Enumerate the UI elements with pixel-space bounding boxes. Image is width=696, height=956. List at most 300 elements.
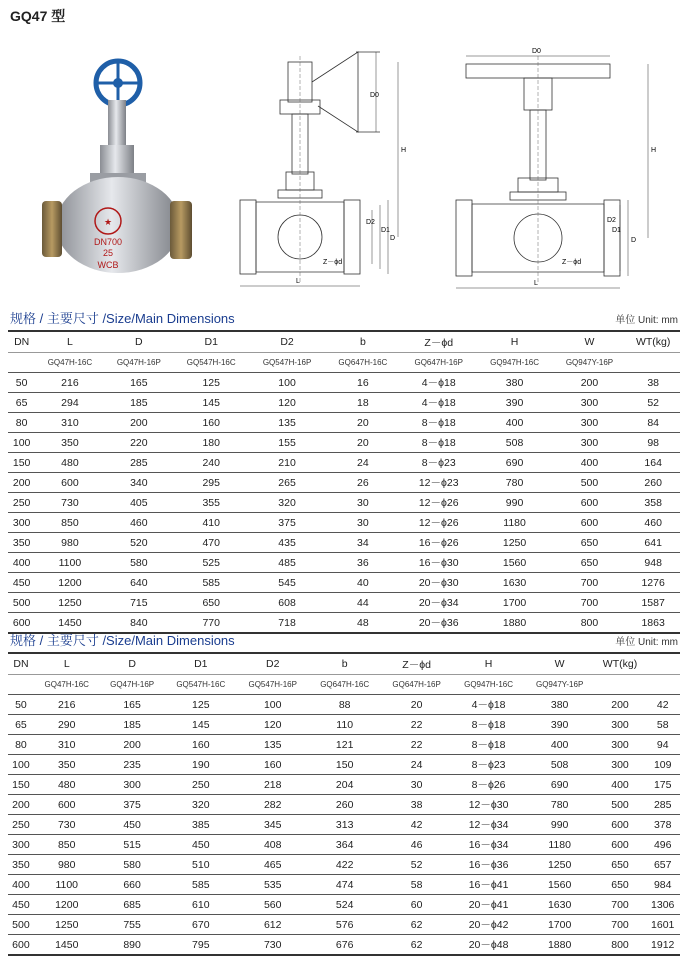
table-row — [8, 373, 680, 393]
table-cell: 8－ϕ23 — [401, 453, 476, 473]
table-cell: 200 — [8, 473, 35, 493]
column-header: b — [309, 653, 381, 675]
table-cell: 650 — [553, 533, 627, 553]
table-cell: 1200 — [35, 573, 104, 593]
table-cell: 1630 — [525, 895, 595, 915]
table-cell: 600 — [35, 473, 104, 493]
table-cell: 185 — [105, 393, 174, 413]
table-cell: 36 — [325, 553, 401, 573]
table-cell: 990 — [525, 815, 595, 835]
table-cell: 300 — [553, 433, 627, 453]
dim-label-l: L — [534, 280, 538, 287]
table-cell: 485 — [249, 553, 324, 573]
table-cell: 500 — [8, 915, 34, 935]
valve-photo — [36, 55, 196, 275]
table-cell: 98 — [626, 433, 680, 453]
table-cell: 160 — [173, 413, 249, 433]
table-cell: 984 — [645, 875, 680, 895]
table-cell: 500 — [595, 795, 646, 815]
table-cell: 294 — [35, 393, 104, 413]
column-header: DN — [8, 653, 34, 675]
table-cell: 20－ϕ34 — [401, 593, 476, 613]
table-cell: 1180 — [525, 835, 595, 855]
table-cell: 62 — [381, 915, 453, 935]
column-header: L — [34, 653, 100, 675]
dim-label-h: H — [651, 147, 657, 154]
table-cell: 12－ϕ30 — [452, 795, 524, 815]
table-cell: 216 — [35, 373, 104, 393]
table-cell: 385 — [165, 815, 237, 835]
table-cell: 1100 — [34, 875, 100, 895]
table-cell: 718 — [249, 613, 324, 634]
table-cell: 320 — [249, 493, 324, 513]
table-cell: 980 — [35, 533, 104, 553]
dimensions-table-2 — [8, 652, 680, 956]
table-cell: 60 — [381, 895, 453, 915]
table-cell: 204 — [309, 775, 381, 795]
table-cell: 608 — [249, 593, 324, 613]
photo-marking-size: DN700 — [93, 237, 123, 247]
table-cell: 145 — [173, 393, 249, 413]
table-cell: 58 — [645, 715, 680, 735]
table-cell: 180 — [173, 433, 249, 453]
table-cell: 4－ϕ18 — [401, 373, 476, 393]
table-cell: 496 — [645, 835, 680, 855]
table-cell: 510 — [165, 855, 237, 875]
table-cell: 18 — [325, 393, 401, 413]
table-cell: 290 — [34, 715, 100, 735]
table-row — [8, 855, 680, 875]
table-cell: 65 — [8, 393, 35, 413]
table-cell: 50 — [8, 373, 35, 393]
table-cell: 1450 — [34, 935, 100, 956]
table-cell: 250 — [8, 815, 34, 835]
table-cell: 150 — [8, 775, 34, 795]
table-cell: 1276 — [626, 573, 680, 593]
model-cell: GQ647H-16C — [309, 675, 381, 695]
table-cell: 508 — [525, 755, 595, 775]
table-cell: 400 — [525, 735, 595, 755]
table-cell: 400 — [8, 553, 35, 573]
dim-label-d: D — [390, 235, 396, 242]
model-cell: GQ547H-16P — [237, 675, 309, 695]
table-cell: 460 — [105, 513, 174, 533]
table-cell: 1250 — [34, 915, 100, 935]
table-cell: 300 — [8, 835, 34, 855]
table-row — [8, 453, 680, 473]
table-cell: 300 — [553, 413, 627, 433]
table-cell: 378 — [645, 815, 680, 835]
section1-header — [8, 308, 688, 328]
table-cell: 1700 — [525, 915, 595, 935]
table-cell: 800 — [553, 613, 627, 634]
column-header: Z－ϕd — [401, 331, 476, 353]
table-cell: 190 — [165, 755, 237, 775]
dim-label-d0: D0 — [370, 92, 379, 99]
table-cell: 40 — [325, 573, 401, 593]
table-cell: 46 — [381, 835, 453, 855]
table-cell: 120 — [237, 715, 309, 735]
table-cell: 30 — [325, 493, 401, 513]
table-cell: 640 — [105, 573, 174, 593]
model-cell — [645, 675, 680, 695]
photo-marking-pressure: 25 — [102, 248, 114, 258]
table-cell: 30 — [325, 513, 401, 533]
table-cell: 450 — [165, 835, 237, 855]
table-cell: 690 — [525, 775, 595, 795]
table-cell: 676 — [309, 935, 381, 956]
table-cell: 165 — [100, 695, 165, 715]
table-cell: 400 — [553, 453, 627, 473]
table-row — [8, 715, 680, 735]
table-cell: 600 — [8, 935, 34, 956]
table-cell: 1250 — [525, 855, 595, 875]
table-cell: 16－ϕ30 — [401, 553, 476, 573]
table-cell: 525 — [173, 553, 249, 573]
table-cell: 282 — [237, 795, 309, 815]
table-cell: 48 — [325, 613, 401, 634]
table-row — [8, 413, 680, 433]
table-cell: 150 — [8, 453, 35, 473]
table-cell: 474 — [309, 875, 381, 895]
table-cell: 20 — [381, 695, 453, 715]
table-cell: 355 — [173, 493, 249, 513]
model-cell — [626, 353, 680, 373]
table-cell: 16－ϕ34 — [452, 835, 524, 855]
table-cell: 300 — [595, 735, 646, 755]
table-cell: 1880 — [476, 613, 552, 634]
table-cell: 1587 — [626, 593, 680, 613]
table-cell: 300 — [595, 715, 646, 735]
table-cell: 375 — [249, 513, 324, 533]
table-cell: 22 — [381, 715, 453, 735]
table-cell: 145 — [165, 715, 237, 735]
table-cell: 780 — [525, 795, 595, 815]
table-cell: 470 — [173, 533, 249, 553]
table-cell: 990 — [476, 493, 552, 513]
valve-drawing-handwheel — [452, 42, 682, 292]
table-cell: 890 — [100, 935, 165, 956]
table-cell: 650 — [595, 875, 646, 895]
dim-label-d1: D1 — [612, 227, 621, 234]
table-cell: 580 — [100, 855, 165, 875]
table-cell: 88 — [309, 695, 381, 715]
table-cell: 100 — [249, 373, 324, 393]
column-header: W — [525, 653, 595, 675]
table-row — [8, 775, 680, 795]
table-cell: 610 — [165, 895, 237, 915]
table-cell: 16 — [325, 373, 401, 393]
table-cell: 52 — [626, 393, 680, 413]
table-row — [8, 815, 680, 835]
table-cell: 390 — [525, 715, 595, 735]
model-cell — [595, 675, 646, 695]
table-cell: 460 — [626, 513, 680, 533]
table-cell: 1306 — [645, 895, 680, 915]
table-cell: 600 — [553, 493, 627, 513]
table-cell: 38 — [381, 795, 453, 815]
table-cell: 580 — [105, 553, 174, 573]
dim-label-d0: D0 — [532, 48, 541, 55]
table-cell: 585 — [165, 875, 237, 895]
table-cell: 160 — [237, 755, 309, 775]
table-cell: 4－ϕ18 — [401, 393, 476, 413]
table-row — [8, 533, 680, 553]
table-header-row — [8, 331, 680, 353]
table-cell: 358 — [626, 493, 680, 513]
table-cell: 313 — [309, 815, 381, 835]
table-cell: 795 — [165, 935, 237, 956]
table-cell: 235 — [100, 755, 165, 775]
table-cell: 16－ϕ26 — [401, 533, 476, 553]
table-cell: 175 — [645, 775, 680, 795]
table-cell: 295 — [173, 473, 249, 493]
table-cell: 715 — [105, 593, 174, 613]
table-cell: 300 — [8, 513, 35, 533]
table-cell: 780 — [476, 473, 552, 493]
table-cell: 600 — [595, 835, 646, 855]
table-cell: 730 — [35, 493, 104, 513]
table-cell: 650 — [595, 855, 646, 875]
table-cell: 850 — [34, 835, 100, 855]
table-row — [8, 835, 680, 855]
model-cell: GQ647H-16C — [325, 353, 401, 373]
table-cell: 535 — [237, 875, 309, 895]
table-cell: 685 — [100, 895, 165, 915]
table-cell: 670 — [165, 915, 237, 935]
table-cell: 450 — [8, 895, 34, 915]
table-cell: 410 — [173, 513, 249, 533]
table-cell: 1863 — [626, 613, 680, 634]
table-cell: 408 — [237, 835, 309, 855]
table-cell: 52 — [381, 855, 453, 875]
table-cell: 4－ϕ18 — [452, 695, 524, 715]
table-cell: 520 — [105, 533, 174, 553]
table-cell: 345 — [237, 815, 309, 835]
table-cell: 300 — [553, 393, 627, 413]
table-cell: 200 — [105, 413, 174, 433]
table-cell: 285 — [105, 453, 174, 473]
column-header: D2 — [249, 331, 324, 353]
dimensions-table-1 — [8, 330, 680, 634]
table-cell: 980 — [34, 855, 100, 875]
column-header: W — [553, 331, 627, 353]
table-cell: 1250 — [35, 593, 104, 613]
table-cell: 310 — [35, 413, 104, 433]
model-row — [8, 675, 680, 695]
table-header-row — [8, 653, 680, 675]
table-row — [8, 895, 680, 915]
table-cell: 20－ϕ36 — [401, 613, 476, 634]
table-cell: 560 — [237, 895, 309, 915]
table-row — [8, 795, 680, 815]
model-cell: GQ547H-16C — [165, 675, 237, 695]
table-cell: 600 — [8, 613, 35, 634]
dim-label-h: H — [401, 147, 407, 154]
table-cell: 260 — [309, 795, 381, 815]
table-cell: 850 — [35, 513, 104, 533]
table-cell: 210 — [249, 453, 324, 473]
table-cell: 65 — [8, 715, 34, 735]
table-row — [8, 935, 680, 956]
table-cell: 300 — [100, 775, 165, 795]
model-cell: GQ547H-16P — [249, 353, 324, 373]
table-cell: 100 — [8, 433, 35, 453]
column-header: b — [325, 331, 401, 353]
table-cell: 20 — [325, 413, 401, 433]
table-cell: 200 — [8, 795, 34, 815]
table-cell: 84 — [626, 413, 680, 433]
table-cell: 1912 — [645, 935, 680, 956]
table-cell: 405 — [105, 493, 174, 513]
model-cell: GQ47H-16C — [35, 353, 104, 373]
table-cell: 58 — [381, 875, 453, 895]
table-cell: 400 — [595, 775, 646, 795]
table-row — [8, 915, 680, 935]
table-row — [8, 593, 680, 613]
table-cell: 20－ϕ30 — [401, 573, 476, 593]
table-cell: 1880 — [525, 935, 595, 956]
table-cell: 1250 — [476, 533, 552, 553]
model-cell: GQ947H-16C — [452, 675, 524, 695]
table-cell: 8－ϕ18 — [401, 433, 476, 453]
table-cell: 250 — [165, 775, 237, 795]
table-cell: 480 — [34, 775, 100, 795]
table-cell: 700 — [595, 895, 646, 915]
table-cell: 50 — [8, 695, 34, 715]
table-cell: 730 — [237, 935, 309, 956]
table-cell: 164 — [626, 453, 680, 473]
table-cell: 20－ϕ42 — [452, 915, 524, 935]
table-cell: 8－ϕ26 — [452, 775, 524, 795]
section2-header — [8, 630, 688, 650]
table-cell: 165 — [105, 373, 174, 393]
table-cell: 364 — [309, 835, 381, 855]
model-cell: GQ47H-16C — [34, 675, 100, 695]
table-cell: 660 — [100, 875, 165, 895]
column-header: D1 — [173, 331, 249, 353]
table-cell: 450 — [100, 815, 165, 835]
table-cell: 38 — [626, 373, 680, 393]
table-cell: 422 — [309, 855, 381, 875]
table-cell: 700 — [553, 573, 627, 593]
table-cell: 400 — [8, 875, 34, 895]
table-cell: 508 — [476, 433, 552, 453]
table-cell: 450 — [8, 573, 35, 593]
column-header: H — [452, 653, 524, 675]
table-row — [8, 393, 680, 413]
column-header: D — [100, 653, 165, 675]
table-cell: 12－ϕ26 — [401, 513, 476, 533]
model-row — [8, 353, 680, 373]
table-cell: 125 — [173, 373, 249, 393]
dim-label-zd: Z－ϕd — [562, 259, 582, 266]
table-cell: 240 — [173, 453, 249, 473]
table-cell: 12－ϕ26 — [401, 493, 476, 513]
table-cell: 380 — [476, 373, 552, 393]
column-header: D2 — [237, 653, 309, 675]
table-cell: 16－ϕ36 — [452, 855, 524, 875]
table-cell: 185 — [100, 715, 165, 735]
table-cell: 34 — [325, 533, 401, 553]
table-cell: 1100 — [35, 553, 104, 573]
column-header: D1 — [165, 653, 237, 675]
table-row — [8, 513, 680, 533]
column-header — [645, 653, 680, 675]
table-cell: 600 — [553, 513, 627, 533]
table-cell: 1180 — [476, 513, 552, 533]
column-header: WT(kg) — [595, 653, 646, 675]
model-cell: GQ47H-16P — [105, 353, 174, 373]
model-cell: GQ947Y-16P — [525, 675, 595, 695]
table-cell: 340 — [105, 473, 174, 493]
section2-unit: 单位 Unit: mm — [615, 637, 678, 648]
table-cell: 350 — [8, 533, 35, 553]
table-cell: 350 — [8, 855, 34, 875]
table-cell: 576 — [309, 915, 381, 935]
table-cell: 1200 — [34, 895, 100, 915]
table-cell: 216 — [34, 695, 100, 715]
table-cell: 16－ϕ41 — [452, 875, 524, 895]
table-cell: 524 — [309, 895, 381, 915]
model-cell: GQ947Y-16P — [553, 353, 627, 373]
table-cell: 80 — [8, 735, 34, 755]
table-cell: 24 — [381, 755, 453, 775]
table-cell: 80 — [8, 413, 35, 433]
table-cell: 30 — [381, 775, 453, 795]
table-row — [8, 695, 680, 715]
table-cell: 160 — [165, 735, 237, 755]
table-cell: 585 — [173, 573, 249, 593]
table-cell: 400 — [476, 413, 552, 433]
table-cell: 700 — [595, 915, 646, 935]
column-header: Z－ϕd — [381, 653, 453, 675]
table-cell: 200 — [553, 373, 627, 393]
dim-label-d2: D2 — [366, 219, 375, 226]
table-cell: 1560 — [476, 553, 552, 573]
table-cell: 22 — [381, 735, 453, 755]
column-header: D — [105, 331, 174, 353]
table-cell: 285 — [645, 795, 680, 815]
table-cell: 24 — [325, 453, 401, 473]
table-cell: 700 — [553, 593, 627, 613]
table-cell: 12－ϕ34 — [452, 815, 524, 835]
table-cell: 1700 — [476, 593, 552, 613]
table-cell: 110 — [309, 715, 381, 735]
table-cell: 265 — [249, 473, 324, 493]
column-header: H — [476, 331, 552, 353]
dim-label-zd: Z－ϕd — [323, 259, 343, 266]
dim-label-d2: D2 — [607, 217, 616, 224]
table-cell: 42 — [381, 815, 453, 835]
table-cell: 500 — [553, 473, 627, 493]
table-cell: 690 — [476, 453, 552, 473]
table-cell: 730 — [34, 815, 100, 835]
table-cell: 8－ϕ23 — [452, 755, 524, 775]
table-cell: 1560 — [525, 875, 595, 895]
table-cell: 515 — [100, 835, 165, 855]
photo-marking-material: WCB — [97, 260, 119, 270]
table-cell: 155 — [249, 433, 324, 453]
table-cell: 600 — [595, 815, 646, 835]
model-cell — [8, 675, 34, 695]
table-cell: 12－ϕ23 — [401, 473, 476, 493]
table-cell: 250 — [8, 493, 35, 513]
table-cell: 100 — [237, 695, 309, 715]
table-row — [8, 875, 680, 895]
table-cell: 20 — [325, 433, 401, 453]
table-cell: 200 — [100, 735, 165, 755]
